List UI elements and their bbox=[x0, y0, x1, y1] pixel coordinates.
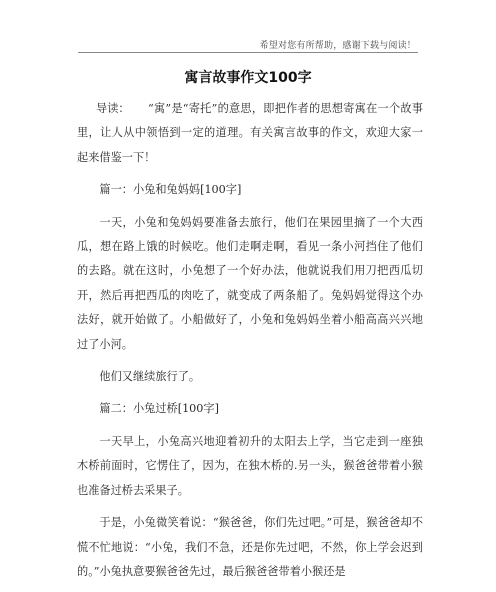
document-body bbox=[77, 97, 423, 592]
document-title: 寓言故事作文100字 bbox=[184, 70, 312, 86]
intro-text: “寓”是“寄托”的意思，即把作者的思想寄寓在一个故事里，让人从中领悟到一定的道理。有关寓言故事的作文，欢迎大家一起来借鉴一下！ bbox=[77, 102, 423, 164]
story-paragraph: 他们又继续旅行了。 bbox=[99, 370, 201, 384]
section-heading: 篇二：小兔过桥[100字] bbox=[99, 402, 219, 416]
header-note: 希望对您有所帮助，感谢下载与阅读！ bbox=[259, 41, 416, 51]
intro-label: 导读： bbox=[96, 102, 130, 115]
story-paragraph: 一天，小兔和兔妈妈要准备去旅行，他们在果园里摘了一个大西瓜，想在路上饿的时候吃。他们走啊走啊，看见一条小河挡住了他们的去路。就在这时，小兔想了一个好办法，他就说我们用刀把西瓜切开，然后再把西瓜的肉吃了，就变成了两条船了。兔妈妈觉得这个办法好，就开始做了。小船做好了，小兔和兔妈妈坐着小船高高兴兴地过了小河。 bbox=[77, 215, 423, 351]
header-divider bbox=[78, 52, 418, 53]
story-paragraph: 于是，小兔微笑着说：“猴爸爸，你们先过吧。”可是，猴爸爸却不慌不忙地说：“小兔，我们不急，还是你先过吧，不然，你上学会迟到的。”小兔执意要猴爸爸先过，最后猴爸爸带着小猴还是 bbox=[77, 516, 423, 578]
intro-paragraph bbox=[77, 97, 423, 170]
section-heading: 篇一：小兔和兔妈妈[100字] bbox=[99, 183, 242, 197]
story-paragraph: 一天早上，小兔高兴地迎着初升的太阳去上学，当它走到一座独木桥前面时，它愣住了，因为，在独木桥的.另一头，猴爸爸带着小猴也准备过桥去采果子。 bbox=[77, 434, 423, 497]
